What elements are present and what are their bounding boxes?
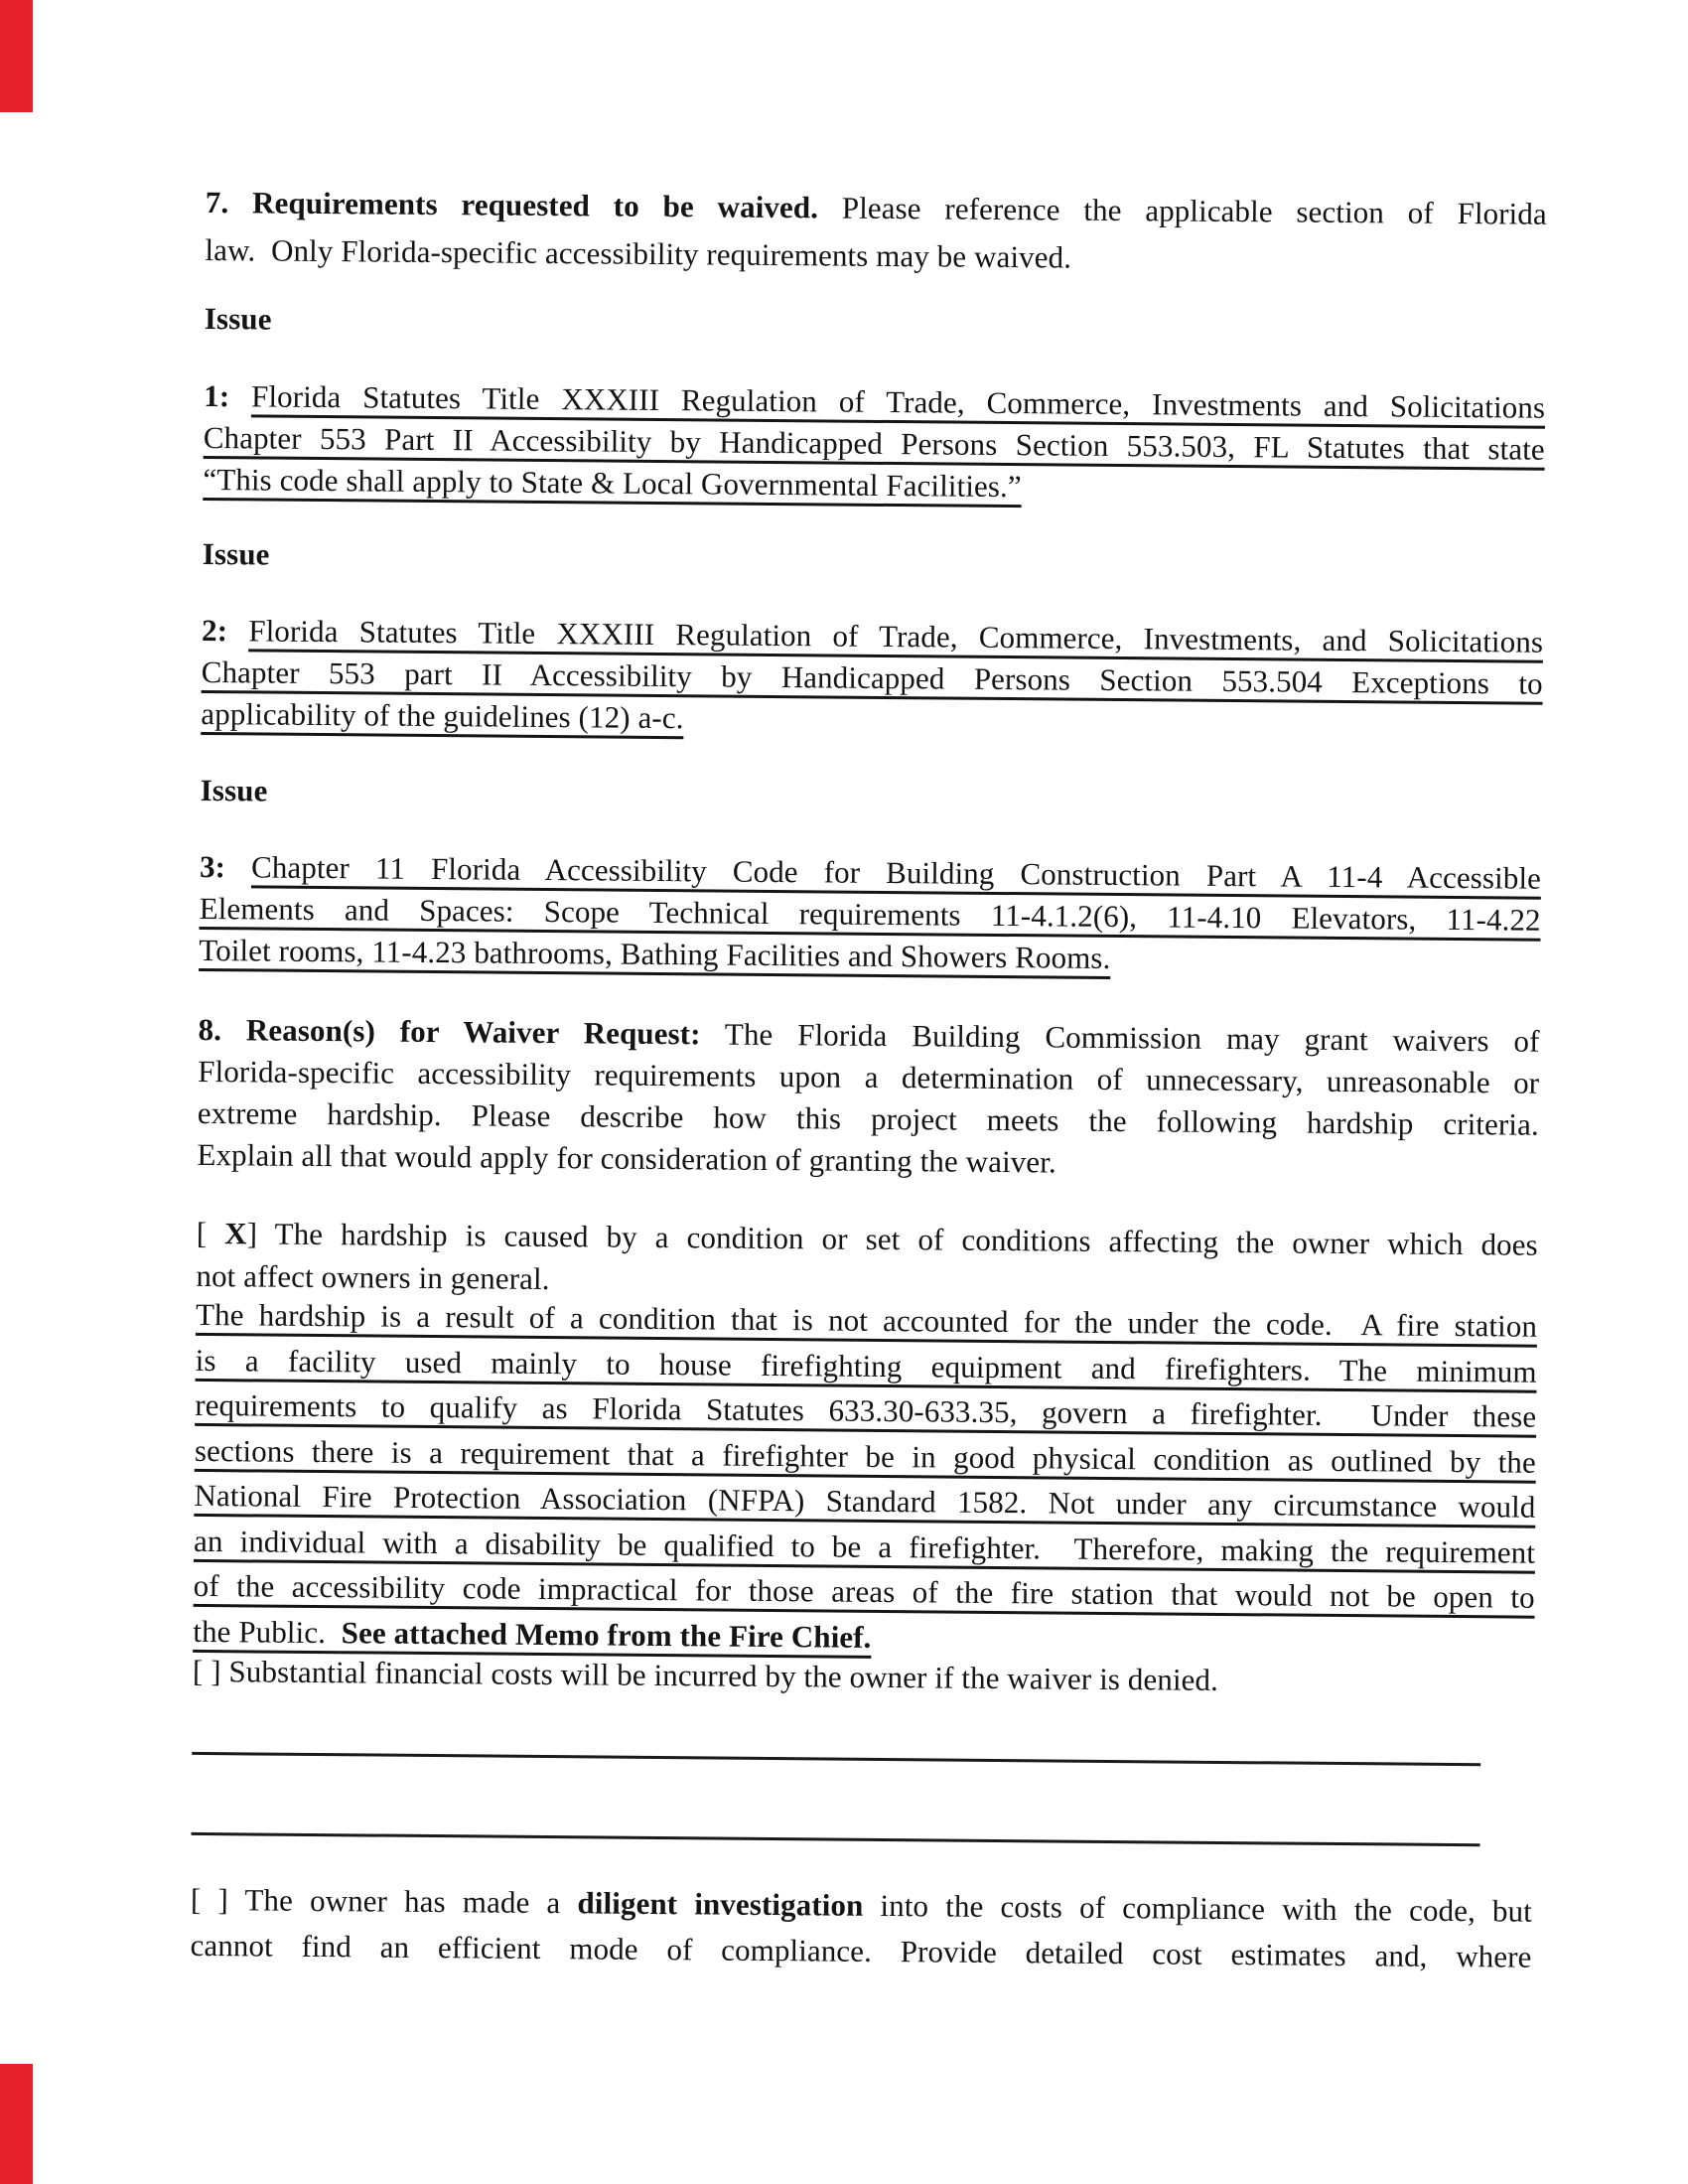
- text-run: Florida-specific accessibility requirements upon a determination of unnecessary, unreasonable or: [198, 1053, 1540, 1100]
- text-run: X: [224, 1216, 247, 1251]
- text-run: sections there is a requirement that a firefighter be in good physical condition as outlined by the: [194, 1432, 1537, 1480]
- red-scan-mark-top: [0, 0, 33, 112]
- text-line: [203, 533, 1544, 587]
- issue-heading-3: [201, 770, 1542, 823]
- text-run: Chapter 553 part II Accessibility by Handicapped Persons Section 553.504 Exceptions to: [201, 654, 1543, 701]
- text-run: Chapter 11 Florida Accessibility Code for Building Construction Part A 11-4 Accessible: [250, 849, 1542, 896]
- text-run: the Public.: [193, 1613, 342, 1650]
- issue-1: [203, 375, 1545, 512]
- text-run: Issue: [204, 300, 272, 337]
- text-run: [ ] The owner has made a: [190, 1881, 578, 1921]
- text-run: See attached Memo from the Fire Chief.: [341, 1614, 872, 1655]
- text-run: diligent investigation: [577, 1885, 864, 1923]
- text-run: Issue: [202, 535, 270, 572]
- text-run: [: [196, 1215, 225, 1251]
- text-run: Toilet rooms, 11-4.23 bathrooms, Bathing Facilities and Showers Rooms.: [199, 932, 1111, 975]
- paragraph-8-reasons-for-waiver: [197, 1009, 1539, 1188]
- text-run: into the costs of compliance with the code, but: [863, 1887, 1533, 1929]
- text-run: cannot find an efficient mode of compliance. Provide detailed cost estimates and, where: [190, 1927, 1532, 1974]
- text-run: 2:: [201, 612, 249, 649]
- text-run: 8. Reason(s) for Waiver Request:: [198, 1011, 701, 1052]
- paragraph-7-requirements-waived: [205, 179, 1547, 286]
- text-run: “This code shall apply to State & Local Governmental Facilities.”: [203, 461, 1022, 505]
- text-run: 1:: [204, 377, 252, 414]
- text-run: 3:: [199, 848, 252, 885]
- text-run: Explain all that would apply for consideration of granting the waiver.: [197, 1136, 1056, 1180]
- text-run: The hardship is a result of a condition that is not accounted for the under the code. A fire station: [195, 1296, 1538, 1344]
- text-run: extreme hardship. Please describe how this project meets the following hardship criteria.: [197, 1094, 1539, 1142]
- text-run: is a facility used mainly to house firefighting equipment and firefighters. The minimum: [195, 1342, 1537, 1389]
- issue-3: [199, 846, 1541, 983]
- red-scan-mark-bottom: [0, 2064, 33, 2184]
- text-run: of the accessibility code impractical for those areas of the fire station that would not be open to: [193, 1567, 1535, 1615]
- text-run: Issue: [200, 772, 268, 808]
- text-run: law. Only Florida-specific accessibility requirements may be waived.: [205, 231, 1072, 275]
- issue-2: [201, 610, 1543, 747]
- answer-line-2: [192, 1832, 1480, 1846]
- text-run: Chapter 553 Part II Accessibility by Handicapped Persons Section 553.503, FL Statutes that state: [203, 419, 1545, 467]
- text-line: [205, 298, 1546, 352]
- hardship-explanation: [193, 1292, 1537, 1666]
- text-run: Florida Statutes Title XXXIII Regulation of Trade, Commerce, Investments, and Solicitations: [248, 613, 1544, 659]
- text-run: not affect owners in general.: [196, 1257, 550, 1297]
- text-run: Elements and Spaces: Scope Technical requirements 11-4.1.2(6), 11-4.10 Elevators, 11-4.22: [199, 890, 1541, 938]
- text-run: National Fire Protection Association (NFPA) Standard 1582. Not under any circumstance would: [194, 1477, 1536, 1525]
- issue-heading-1: [205, 298, 1546, 352]
- text-run: applicability of the guidelines (12) a-c.: [201, 695, 684, 736]
- text-run: ] The hardship is caused by a condition or set of conditions affecting the owner which does: [246, 1216, 1538, 1262]
- text-run: 7. Requirements requested to be waived.: [205, 184, 819, 225]
- text-line: [201, 770, 1542, 823]
- text-run: Please reference the applicable section of Florida: [817, 190, 1547, 231]
- issue-heading-2: [203, 533, 1544, 587]
- text-run: an individual with a disability be qualified to be a firefighter. Therefore, making the requirement: [193, 1523, 1536, 1570]
- text-run: [ ] Substantial financial costs will be incurred by the owner if the waiver is denied.: [192, 1653, 1219, 1697]
- text-run: Florida Statutes Title XXXIII Regulation of Trade, Commerce, Investments and Solicitations: [250, 378, 1546, 425]
- text-run: requirements to qualify as Florida Statutes 633.30-633.35, govern a firefighter. Under these: [195, 1386, 1537, 1434]
- checkbox-diligent-investigation: [190, 1877, 1532, 1980]
- answer-line-1: [192, 1752, 1480, 1766]
- text-run: The Florida Building Commission may grant waivers of: [700, 1016, 1540, 1059]
